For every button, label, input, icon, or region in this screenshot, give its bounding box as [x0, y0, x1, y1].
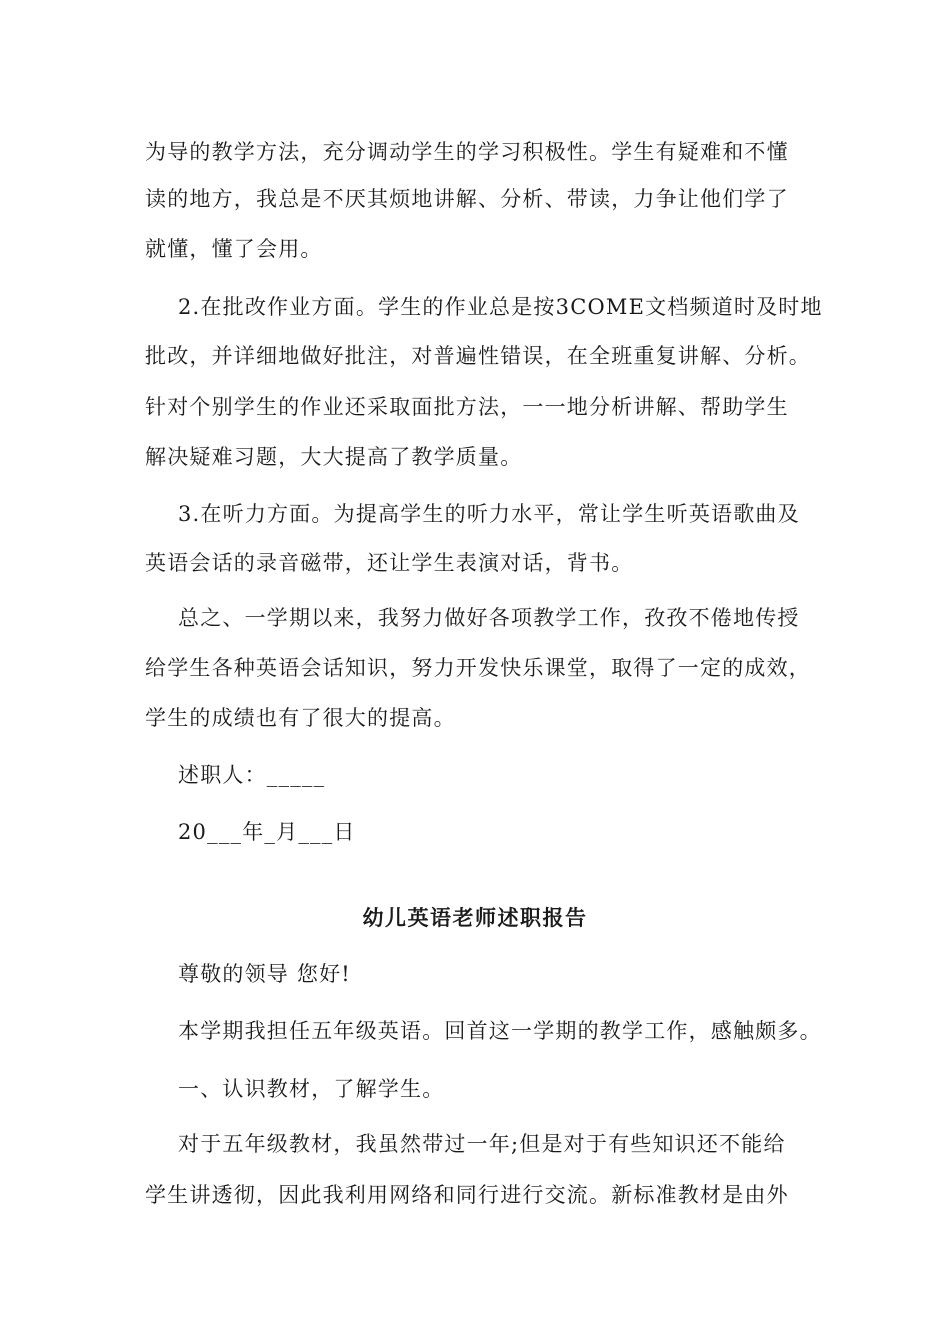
paragraph-line: 2.在批改作业方面。学生的作业总是按3COME文档频道时及时地: [178, 295, 823, 319]
document-title: 幼儿英语老师述职报告: [362, 905, 588, 930]
paragraph-line: 总之、一学期以来，我努力做好各项教学工作，孜孜不倦地传授: [178, 606, 800, 630]
paragraph-line: 针对个别学生的作业还采取面批方法，一一地分析讲解、帮助学生: [145, 395, 789, 419]
paragraph-line: 学生讲透彻，因此我利用网络和同行进行交流。新标准教材是由外: [145, 1183, 789, 1207]
greeting-line: 尊敬的领导 您好!: [178, 962, 351, 986]
paragraph-line: 本学期我担任五年级英语。回首这一学期的教学工作，感触颇多。: [178, 1019, 822, 1043]
paragraph-line: 就懂，懂了会用。: [145, 237, 323, 261]
section-heading: 一、认识教材，了解学生。: [178, 1077, 445, 1101]
paragraph-line: 为导的教学方法，充分调动学生的学习积极性。学生有疑难和不懂: [145, 140, 789, 164]
date-line: 20___年_月___日: [178, 820, 356, 844]
paragraph-line: 对于五年级教材，我虽然带过一年;但是对于有些知识还不能给: [178, 1132, 786, 1156]
paragraph-line: 英语会话的录音磁带，还让学生表演对话，背书。: [145, 551, 634, 575]
paragraph-line: 给学生各种英语会话知识，努力开发快乐课堂，取得了一定的成效，: [145, 656, 811, 680]
signature-line: 述职人：_____: [178, 763, 326, 787]
paragraph-line: 批改，并详细地做好批注，对普遍性错误，在全班重复讲解、分析。: [145, 344, 811, 368]
paragraph-line: 3.在听力方面。为提高学生的听力水平，常让学生听英语歌曲及: [178, 502, 800, 526]
paragraph-line: 读的地方，我总是不厌其烦地讲解、分析、带读，力争让他们学了: [145, 187, 789, 211]
paragraph-line: 学生的成绩也有了很大的提高。: [145, 706, 456, 730]
paragraph-line: 解决疑难习题，大大提高了教学质量。: [145, 445, 523, 469]
